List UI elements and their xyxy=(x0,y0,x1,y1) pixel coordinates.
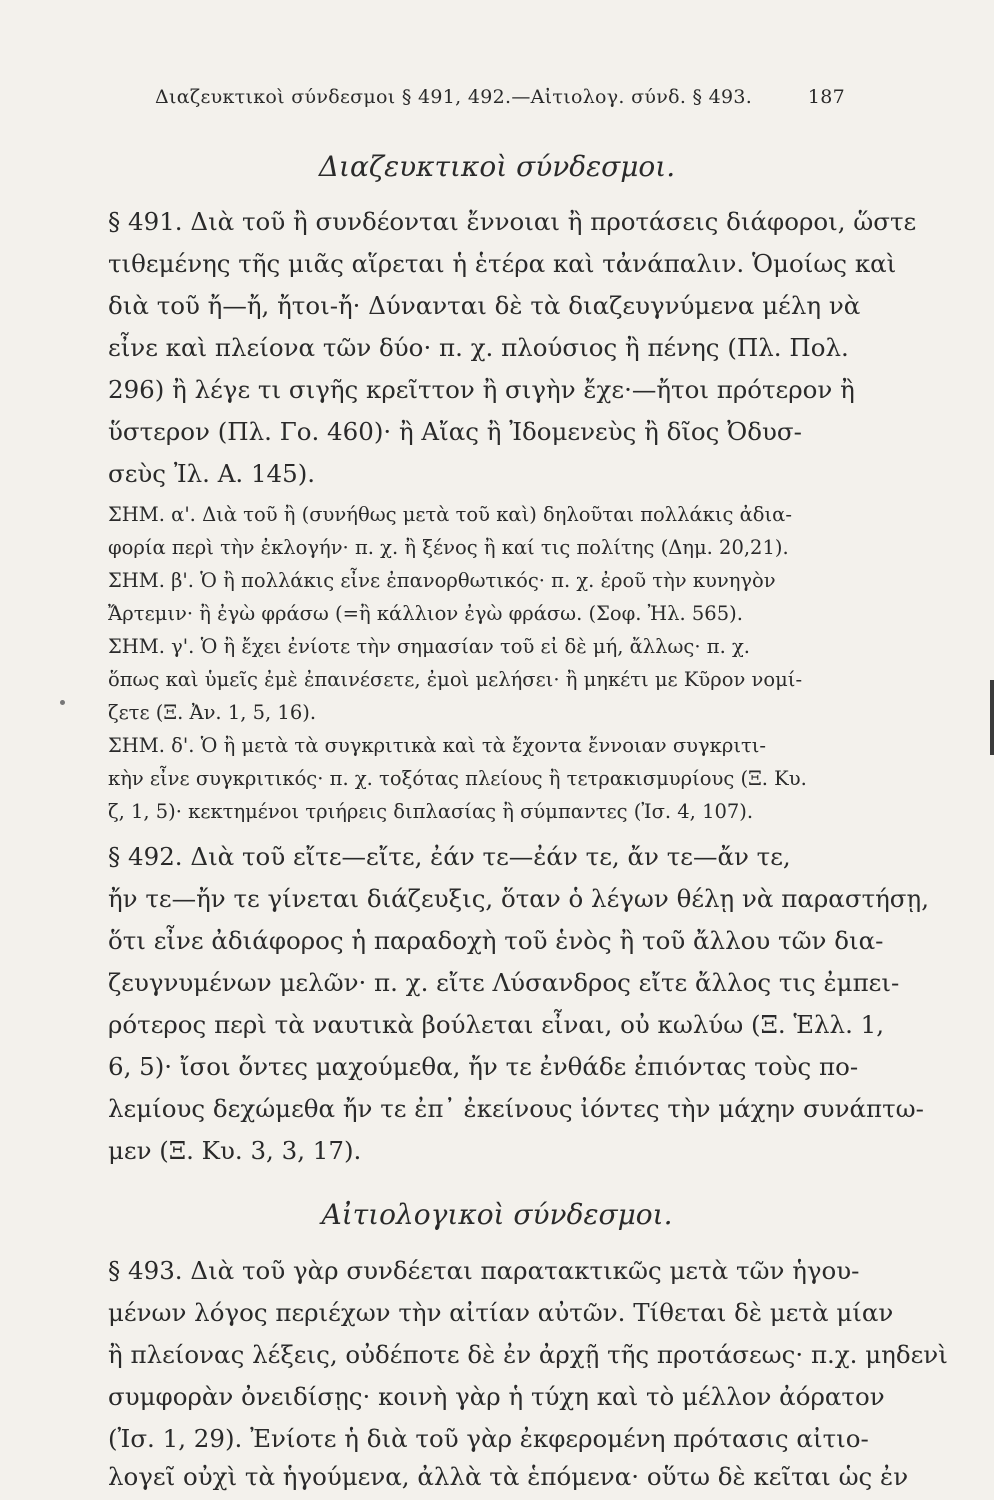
text-line: § 491. Διὰ τοῦ ἢ συνδέονται ἔννοιαι ἢ προτάσεις διάφοροι, ὥστε xyxy=(108,207,917,236)
note-line: ζ, 1, 5)· κεκτημένοι τριήρεις διπλασίας ἢ σύμπαντες (Ἰσ. 4, 107). xyxy=(108,800,754,823)
margin-dot xyxy=(60,700,65,705)
text-line: ἤν τε—ἤν τε γίνεται διάζευξις, ὅταν ὁ λέγων θέλῃ νὰ παραστήσῃ, xyxy=(108,884,929,913)
note-line: ΣΗΜ. γ'. Ὁ ἢ ἔχει ἐνίοτε τὴν σημασίαν τοῦ εἰ δὲ μή, ἄλλως· π. χ. xyxy=(108,635,750,658)
text-line: εἶνε καὶ πλείονα τῶν δύο· π. χ. πλούσιος ἢ πένης (Πλ. Πολ. xyxy=(108,333,849,362)
page-edge-mark xyxy=(990,680,994,755)
page-number: 187 xyxy=(807,86,845,108)
text-line: ὕστερον (Πλ. Γο. 460)· ἢ Αἴας ἢ Ἰδομενεὺς ἢ δῖος Ὀδυσ- xyxy=(108,417,802,446)
text-line: διὰ τοῦ ἤ—ἤ, ἤτοι-ἤ· Δύνανται δὲ τὰ διαζευγνύμενα μέλη νὰ xyxy=(108,291,861,320)
note-line: ΣΗΜ. α'. Διὰ τοῦ ἢ (συνήθως μετὰ τοῦ καὶ) δηλοῦται πολλάκις ἀδια- xyxy=(108,503,792,526)
section-title-disjunctive: Διαζευκτικοὶ σύνδεσμοι. xyxy=(318,150,676,183)
section-title-causal: Αἰτιολογικοὶ σύνδεσμοι. xyxy=(321,1198,673,1231)
running-head xyxy=(155,86,845,108)
text-line: (Ἰσ. 1, 29). Ἐνίοτε ἡ διὰ τοῦ γὰρ ἐκφερομένη πρότασις αἰτιο- xyxy=(108,1424,869,1453)
text-line: σεὺς Ἰλ. Α. 145). xyxy=(108,459,316,488)
text-line: λογεῖ οὐχὶ τὰ ἡγούμενα, ἀλλὰ τὰ ἑπόμενα· οὕτω δὲ κεῖται ὡς ἐν xyxy=(108,1462,909,1491)
text-line: μεν (Ξ. Κυ. 3, 3, 17). xyxy=(108,1136,362,1165)
running-head-text: Διαζευκτικοὶ σύνδεσμοι § 491, 492.—Αἰτιολογ. σύνδ. § 493. xyxy=(155,86,753,108)
text-line: 6, 5)· ἴσοι ὄντες μαχούμεθα, ἤν τε ἐνθάδε ἐπιόντας τοὺς πο- xyxy=(108,1052,859,1081)
text-line: μένων λόγος περιέχων τὴν αἰτίαν αὐτῶν. Τίθεται δὲ μετὰ μίαν xyxy=(108,1298,894,1327)
text-line: 296) ἢ λέγε τι σιγῆς κρεῖττον ἢ σιγὴν ἔχε·—ἤτοι πρότερον ἢ xyxy=(108,375,855,404)
text-line: ὅτι εἶνε ἀδιάφορος ἡ παραδοχὴ τοῦ ἑνὸς ἢ τοῦ ἄλλου τῶν δια- xyxy=(108,926,884,955)
note-line: Ἄρτεμιν· ἢ ἐγὼ φράσω (=ἢ κάλλιον ἐγὼ φράσω. (Σοφ. Ἠλ. 565). xyxy=(108,602,743,625)
note-line: ΣΗΜ. β'. Ὁ ἢ πολλάκις εἶνε ἐπανορθωτικός· π. χ. ἐροῦ τὴν κυνηγὸν xyxy=(108,569,776,592)
text-line: λεμίους δεχώμεθα ἤν τε ἐπ᾽ ἐκείνους ἰόντες τὴν μάχην συνάπτω- xyxy=(108,1094,924,1123)
text-line: ἢ πλείονας λέξεις, οὐδέποτε δὲ ἐν ἀρχῇ τῆς προτάσεως· π.χ. μηδενὶ xyxy=(108,1340,948,1369)
text-line: § 492. Διὰ τοῦ εἴτε—εἴτε, ἐάν τε—ἐάν τε, ἄν τε—ἄν τε, xyxy=(108,842,791,871)
note-line: ὅπως καὶ ὑμεῖς ἐμὲ ἐπαινέσετε, ἐμοὶ μελήσει· ἢ μηκέτι με Κῦρον νομί- xyxy=(108,668,803,691)
note-line: ζετε (Ξ. Ἀν. 1, 5, 16). xyxy=(108,701,317,724)
text-line: συμφορὰν ὀνειδίσῃς· κοινὴ γὰρ ἡ τύχη καὶ τὸ μέλλον ἀόρατον xyxy=(108,1382,885,1411)
note-line: ΣΗΜ. δ'. Ὁ ἢ μετὰ τὰ συγκριτικὰ καὶ τὰ ἔχοντα ἔννοιαν συγκριτι- xyxy=(108,734,766,757)
text-line: τιθεμένης τῆς μιᾶς αἵρεται ἡ ἑτέρα καὶ τἀνάπαλιν. Ὁμοίως καὶ xyxy=(108,249,897,278)
text-line: ρότερος περὶ τὰ ναυτικὰ βούλεται εἶναι, οὐ κωλύω (Ξ. Ἑλλ. 1, xyxy=(108,1010,885,1039)
text-line: § 493. Διὰ τοῦ γὰρ συνδέεται παρατακτικῶς μετὰ τῶν ἡγου- xyxy=(108,1256,860,1285)
note-line: κὴν εἶνε συγκριτικός· π. χ. τοξότας πλείους ἢ τετρακισμυρίους (Ξ. Κυ. xyxy=(108,767,807,790)
text-line: ζευγνυμένων μελῶν· π. χ. εἴτε Λύσανδρος εἴτε ἄλλος τις ἐμπει- xyxy=(108,968,900,997)
note-line: φορία περὶ τὴν ἐκλογήν· π. χ. ἢ ξένος ἢ καί τις πολίτης (Δημ. 20,21). xyxy=(108,536,789,559)
